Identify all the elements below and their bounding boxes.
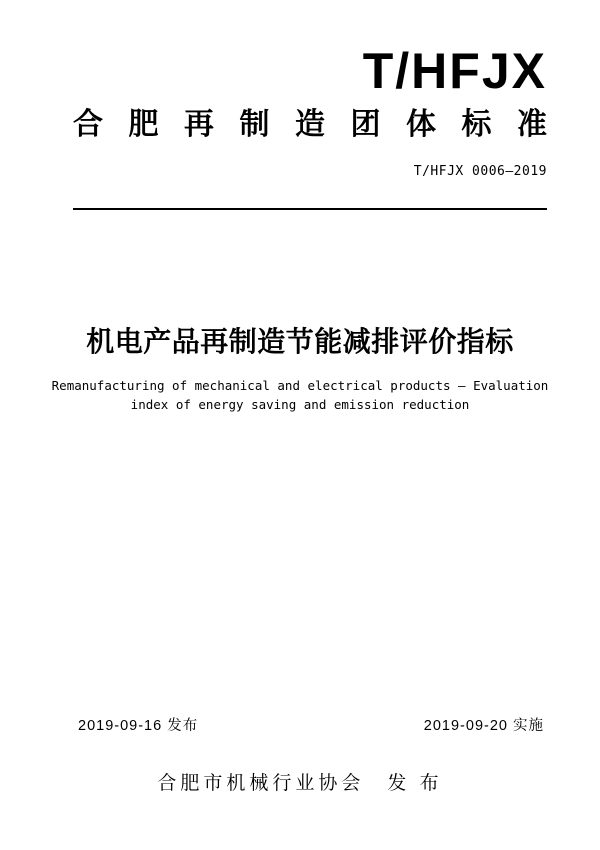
document-title-en-line2: index of energy saving and emission reduction [130,397,470,412]
issuing-organization: 合肥市机械行业协会 发 布 [157,773,443,794]
document-title-en [0,376,600,414]
implementation-date: 2019-09-20 实施 [423,718,544,734]
standard-category-banner: 合 肥 再 制 造 团 体 标 准 [73,108,547,141]
standard-code-logo: T/HFJX [362,43,547,99]
header-divider-line [73,208,547,210]
document-title-en-line1: Remanufacturing of mechanical and electrical products — Evaluation [51,378,549,393]
issue-date: 2019-09-16 发布 [78,718,199,734]
standard-number: T/HFJX 0006—2019 [413,164,547,179]
document-title-zh: 机电产品再制造节能减排评价指标 [86,326,514,357]
date-row [78,714,544,735]
